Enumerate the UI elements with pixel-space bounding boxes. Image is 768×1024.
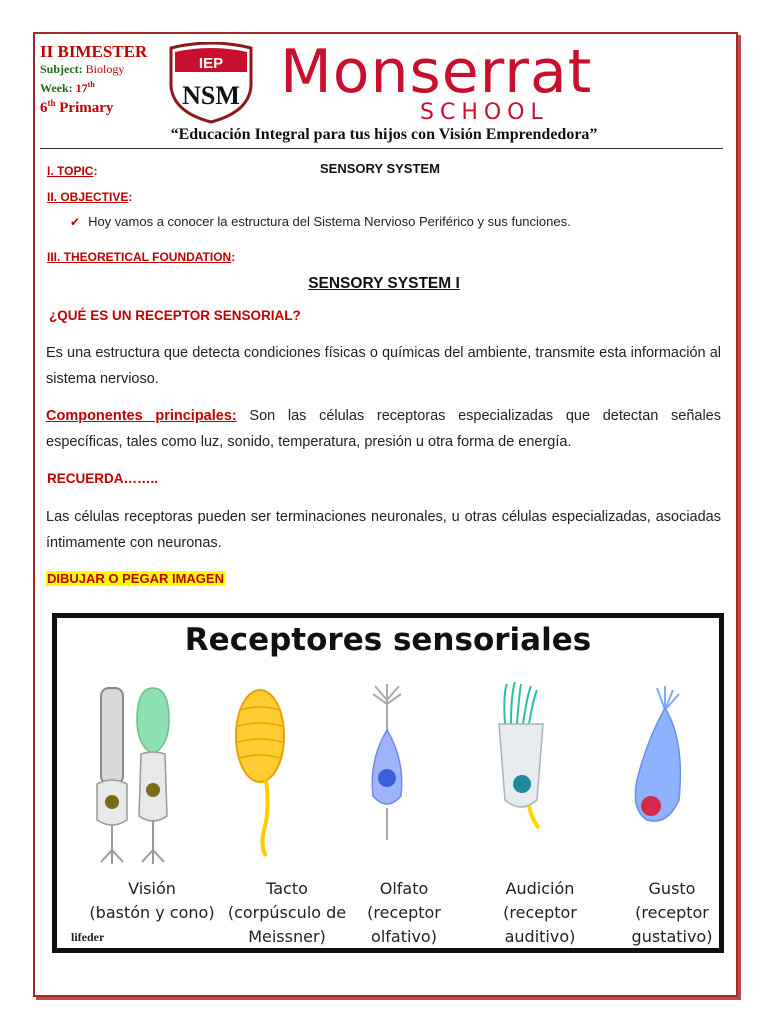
objective-item: ✔ Hoy vamos a conocer la estructura del Sistema Nervioso Periférico y sus funciones. [70, 214, 571, 229]
receptor-taste [607, 680, 737, 946]
olfactory-cell-icon [339, 680, 469, 870]
definition-paragraph: Es una estructura que detecta condiciones físicas o químicas del ambiente, transmite esta información al sistema nervioso. [46, 345, 721, 387]
svg-text:NSM: NSM [182, 81, 240, 110]
receptor-caption: Visión (bastón y cono) [89, 879, 215, 922]
watermark: lifeder [71, 930, 105, 944]
foundation-heading: III. THEORETICAL FOUNDATION: [47, 250, 236, 264]
components-paragraph: Componentes principales: Son las células receptoras especializadas que detectan señales específicas, tales como luz, sonido, temperatura, presión u otra forma de energía. [46, 408, 721, 450]
receptor-caption: Olfato (receptor olfativo) [367, 879, 441, 946]
week-line: Week: 17th [40, 80, 95, 95]
school-logo-icon [165, 42, 257, 124]
topic-heading: I. TOPIC: [47, 164, 98, 178]
school-subtitle: SCHOOL [420, 100, 549, 125]
school-name: Monserrat [280, 37, 593, 107]
grade-line: 6th Primary [40, 98, 114, 116]
receptor-hearing [475, 680, 605, 946]
checkmark-icon: ✔ [70, 215, 81, 229]
question-heading: ¿QUÉ ES UN RECEPTOR SENSORIAL? [49, 308, 301, 323]
remember-heading: RECUERDA…….. [47, 471, 159, 486]
svg-text:IEP: IEP [198, 55, 224, 72]
remember-paragraph: Las células receptoras pueden ser terminaciones neuronales, u otras células especializadas, asociadas íntimamente con neuronas. [46, 509, 721, 551]
rod-cone-cell-icon [87, 680, 217, 870]
taste-cell-icon [607, 680, 737, 870]
figure-title: Receptores sensoriales [184, 622, 592, 658]
receptor-caption: Audición (receptor auditivo) [503, 879, 577, 946]
meissner-corpuscle-icon [222, 680, 352, 870]
objective-heading: II. OBJECTIVE: [47, 190, 133, 204]
header-info [40, 42, 147, 117]
receptor-caption: Gusto (receptor gustativo) [631, 879, 713, 946]
school-motto: “Educación Integral para tus hijos con Visión Emprendedora” [170, 126, 598, 143]
bimester-label: II BIMESTER [40, 42, 148, 61]
instruction-label: DIBUJAR O PEGAR IMAGEN [47, 571, 224, 586]
receptor-caption: Tacto (corpúsculo de Meissner) [227, 879, 347, 946]
components-label: Componentes principales: [46, 408, 237, 424]
receptors-figure [52, 613, 724, 953]
receptor-smell [339, 680, 469, 946]
topic-value: SENSORY SYSTEM [320, 161, 440, 176]
subject-line: Subject: Biology [40, 62, 125, 76]
receptor-vision [87, 680, 217, 940]
hair-cell-icon [475, 680, 605, 870]
content-title: SENSORY SYSTEM I [308, 275, 460, 292]
header-divider [40, 148, 723, 149]
